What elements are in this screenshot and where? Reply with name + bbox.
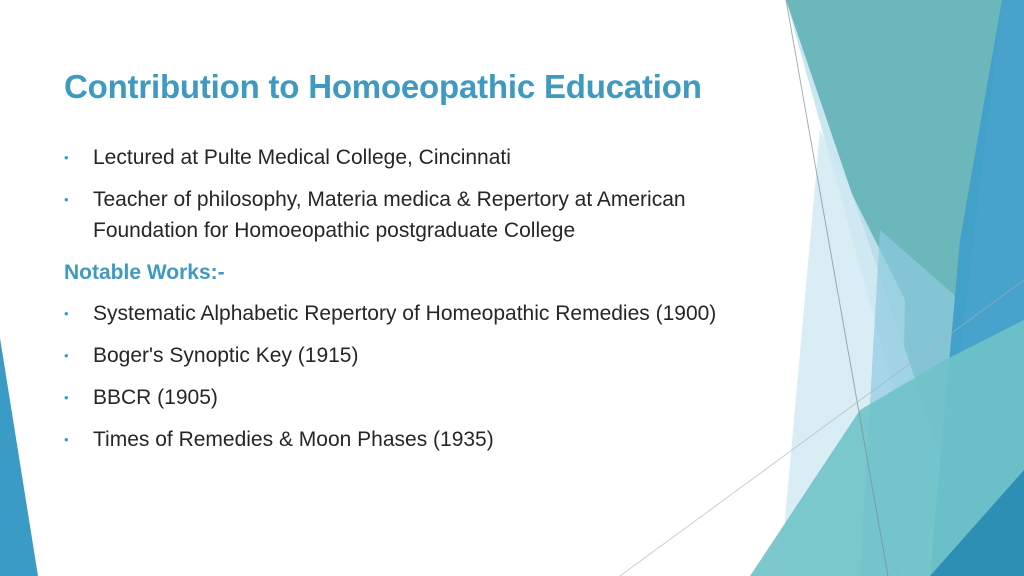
- list-item-text: Teacher of philosophy, Materia medica & Repertory at American Foundation for Homoeopathic postgraduate College: [93, 188, 686, 242]
- slide-content: [64, 142, 784, 466]
- list-item: [64, 142, 784, 173]
- bullet-icon: •: [64, 432, 69, 447]
- slide-title: Contribution to Homoeopathic Education: [64, 68, 702, 105]
- list-item: [64, 184, 784, 246]
- intro-list: [64, 142, 784, 246]
- bullet-icon: •: [64, 306, 69, 321]
- bullet-icon: •: [64, 348, 69, 363]
- list-item: [64, 340, 784, 371]
- list-item: [64, 382, 784, 413]
- left-corner-triangle: [0, 338, 38, 576]
- list-item-text: Lectured at Pulte Medical College, Cincinnati: [93, 146, 511, 169]
- notable-works-heading: Notable Works:-: [64, 261, 225, 284]
- list-item: [64, 424, 784, 455]
- list-item-text: Boger's Synoptic Key (1915): [93, 344, 359, 367]
- list-item-text: Systematic Alphabetic Repertory of Homeopathic Remedies (1900): [93, 302, 717, 325]
- list-item: [64, 298, 784, 329]
- bullet-icon: •: [64, 150, 69, 165]
- list-item-text: Times of Remedies & Moon Phases (1935): [93, 428, 494, 451]
- bullet-icon: •: [64, 390, 69, 405]
- bullet-icon: •: [64, 192, 69, 207]
- works-list: [64, 298, 784, 455]
- list-item-text: BBCR (1905): [93, 386, 218, 409]
